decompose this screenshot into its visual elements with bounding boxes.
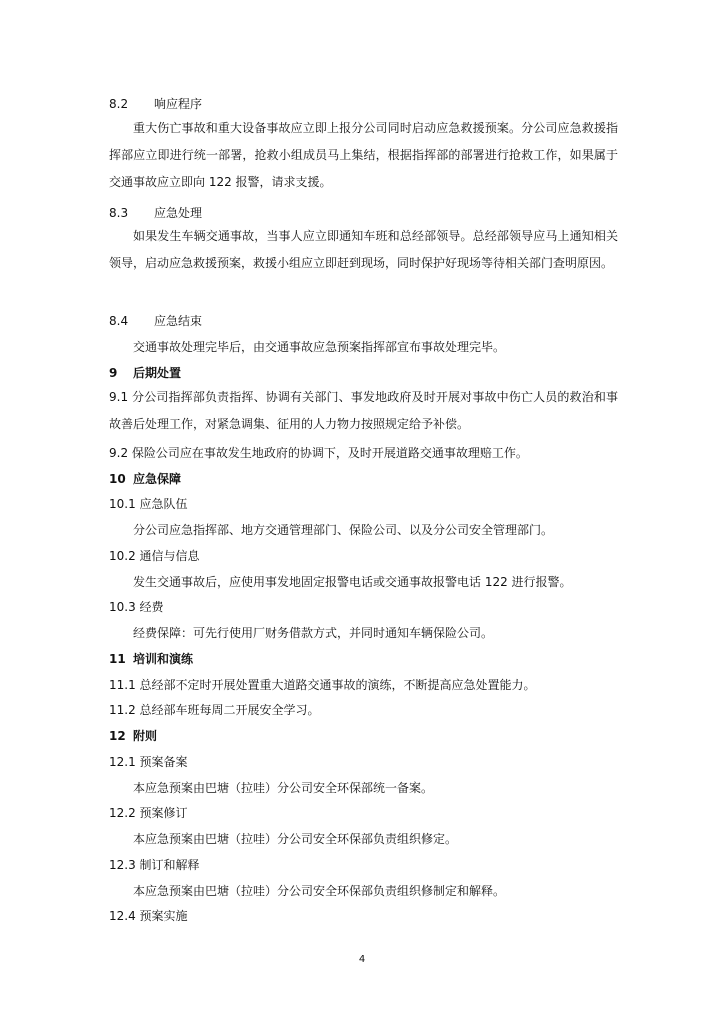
section-10-heading bbox=[109, 471, 724, 487]
section-8-3-heading bbox=[109, 205, 724, 221]
section-number: 9 bbox=[109, 366, 118, 380]
section-title: 后期处置 bbox=[133, 366, 182, 380]
section-9-2-paragraph: 9.2 保险公司应在事故发生地政府的协调下，及时开展道路交通事故理赔工作。 bbox=[109, 446, 528, 460]
section-10-3-paragraph: 经费保障：可先行使用厂财务借款方式，并同时通知车辆保险公司。 bbox=[133, 626, 494, 640]
section-10-1-heading: 10.1 应急队伍 bbox=[109, 497, 188, 511]
section-title: 响应程序 bbox=[154, 97, 203, 111]
section-8-4-heading bbox=[109, 313, 724, 329]
section-12-3-paragraph: 本应急预案由巴塘（拉哇）分公司安全环保部负责组织修制定和解释。 bbox=[133, 884, 506, 898]
section-title: 应急处理 bbox=[154, 206, 203, 220]
section-number: 8.2 bbox=[109, 97, 129, 111]
section-12-3-heading: 12.3 制订和解释 bbox=[109, 858, 200, 872]
section-12-1-heading: 12.1 预案备案 bbox=[109, 755, 188, 769]
section-number: 12 bbox=[109, 729, 126, 743]
section-title: 应急保障 bbox=[133, 472, 182, 486]
section-title: 应急结束 bbox=[154, 314, 203, 328]
section-11-heading bbox=[109, 651, 724, 667]
section-11-1-paragraph: 11.1 总经部不定时开展处置重大道路交通事故的演练，不断提高应急处置能力。 bbox=[109, 678, 536, 692]
section-11-2-paragraph: 11.2 总经部车班每周二开展安全学习。 bbox=[109, 703, 320, 717]
section-10-2-paragraph: 发生交通事故后，应使用事发地固定报警电话或交通事故报警电话 122 进行报警。 bbox=[133, 575, 572, 589]
section-8-4-paragraph: 交通事故处理完毕后，由交通事故应急预案指挥部宣布事故处理完毕。 bbox=[133, 340, 506, 354]
section-8-3-paragraph: 如果发生车辆交通事故，当事人应立即通知车班和总经部领导。总经部领导应马上通知相关领导，启动应急救援预案，救援小组应立即赶到现场，同时保护好现场等待相关部门查明原因。 bbox=[109, 229, 618, 270]
section-10-3-heading: 10.3 经费 bbox=[109, 600, 164, 614]
section-10-2-heading: 10.2 通信与信息 bbox=[109, 549, 200, 563]
section-12-2-paragraph: 本应急预案由巴塘（拉哇）分公司安全环保部负责组织修定。 bbox=[133, 832, 458, 846]
section-8-2-heading bbox=[109, 96, 724, 112]
section-12-2-heading: 12.2 预案修订 bbox=[109, 806, 188, 820]
section-10-1-paragraph: 分公司应急指挥部、地方交通管理部门、保险公司、以及分公司安全管理部门。 bbox=[133, 523, 554, 537]
section-12-1-paragraph: 本应急预案由巴塘（拉哇）分公司安全环保部统一备案。 bbox=[133, 781, 434, 795]
section-title: 培训和演练 bbox=[133, 652, 194, 666]
section-title: 附则 bbox=[133, 729, 158, 743]
section-8-2-paragraph: 重大伤亡事故和重大设备事故应立即上报分公司同时启动应急救援预案。分公司应急救援指挥部应立即进行统一部署，抢救小组成员马上集结，根据指挥部的部署进行抢救工作，如果属于交通事故应立即向 122 报警，请求支援。 bbox=[109, 121, 618, 189]
section-12-heading bbox=[109, 728, 724, 744]
section-12-4-heading: 12.4 预案实施 bbox=[109, 909, 188, 923]
section-number: 8.3 bbox=[109, 206, 129, 220]
section-9-1-paragraph: 9.1 分公司指挥部负责指挥、协调有关部门、事发地政府及时开展对事故中伤亡人员的救治和事故善后处理工作，对紧急调集、征用的人力物力按照规定给予补偿。 bbox=[109, 390, 618, 431]
section-number: 11 bbox=[109, 652, 126, 666]
section-number: 10 bbox=[109, 472, 126, 486]
section-number: 8.4 bbox=[109, 314, 129, 328]
section-9-heading bbox=[109, 365, 724, 381]
page-number: 4 bbox=[358, 954, 366, 965]
